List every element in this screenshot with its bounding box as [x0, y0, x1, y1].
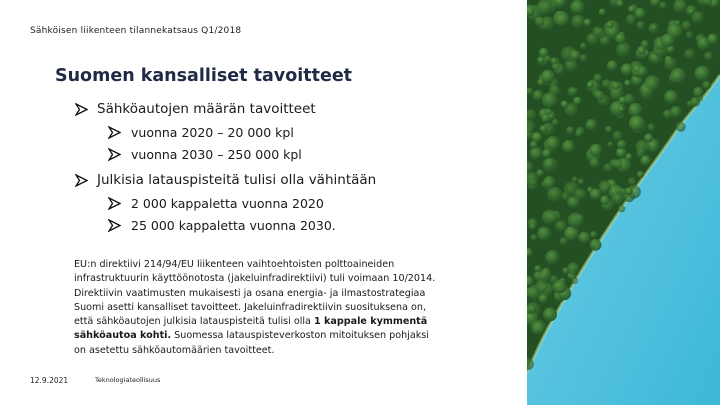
sub-bullet-label: vuonna 2030 – 250 000 kpl: [131, 147, 302, 162]
sub-bullet-2030-charging: [108, 218, 336, 233]
paragraph-line: Direktiivin vaatimusten mukaisesti ja osana energia- ja ilmastostrategiaa: [74, 287, 426, 299]
arrow-bullet-icon: [108, 219, 131, 232]
bullet-charging-points: [75, 172, 376, 188]
arrow-bullet-icon: [75, 103, 97, 116]
footer-date: 12.9.2021: [30, 376, 69, 385]
bullet-ev-targets: [75, 101, 316, 117]
arrow-bullet-icon: [75, 174, 97, 187]
sub-bullet-label: 2 000 kappaletta vuonna 2020: [131, 196, 324, 211]
arrow-bullet-icon: [108, 148, 131, 161]
paragraph-text: Suomessa latauspisteverkoston mitoituksen pohjaksi: [174, 330, 429, 342]
header-note: Sähköisen liikenteen tilannekatsaus Q1/2018: [30, 26, 242, 36]
sub-bullet-2020-charging: [108, 196, 324, 211]
bullet-label: Julkisia latauspisteitä tulisi olla vähintään: [97, 172, 377, 188]
arrow-bullet-icon: [108, 197, 131, 210]
directive-paragraph: [74, 258, 494, 358]
bullet-label: Sähköautojen määrän tavoitteet: [97, 101, 316, 117]
paragraph-line: on asetettu sähköautomäärien tavoitteet.: [74, 344, 275, 356]
sub-bullet-2020-target: [108, 125, 294, 140]
sub-bullet-label: 25 000 kappaletta vuonna 2030.: [131, 218, 336, 233]
paragraph-text: että sähköautojen julkisia latauspisteitä tulisi olla: [74, 316, 311, 328]
arrow-bullet-icon: [108, 126, 131, 139]
paragraph-line: [74, 315, 494, 329]
paragraph-bold-text: sähköautoa kohti.: [74, 330, 172, 342]
slide-title: Suomen kansalliset tavoitteet: [55, 66, 353, 86]
aerial-forest-water-image: [527, 0, 720, 405]
sub-bullet-2030-target: [108, 147, 302, 162]
paragraph-line: infrastruktuurin käyttöönotosta (jakeluinfradirektiivi) tuli voimaan 10/2014.: [74, 273, 436, 285]
paragraph-line: Suomi asetti kansalliset tavoitteet. Jakeluinfradirektiivin suosituksena on,: [74, 301, 427, 313]
footer-organization: Teknologiateollisuus: [95, 376, 161, 384]
paragraph-bold-text: 1 kappale kymmentä: [313, 316, 428, 328]
sub-bullet-label: vuonna 2020 – 20 000 kpl: [131, 125, 294, 140]
paragraph-line: EU:n direktiivi 214/94/EU liikenteen vaihtoehtoisten polttoaineiden: [74, 259, 395, 270]
paragraph-line: [74, 329, 494, 343]
